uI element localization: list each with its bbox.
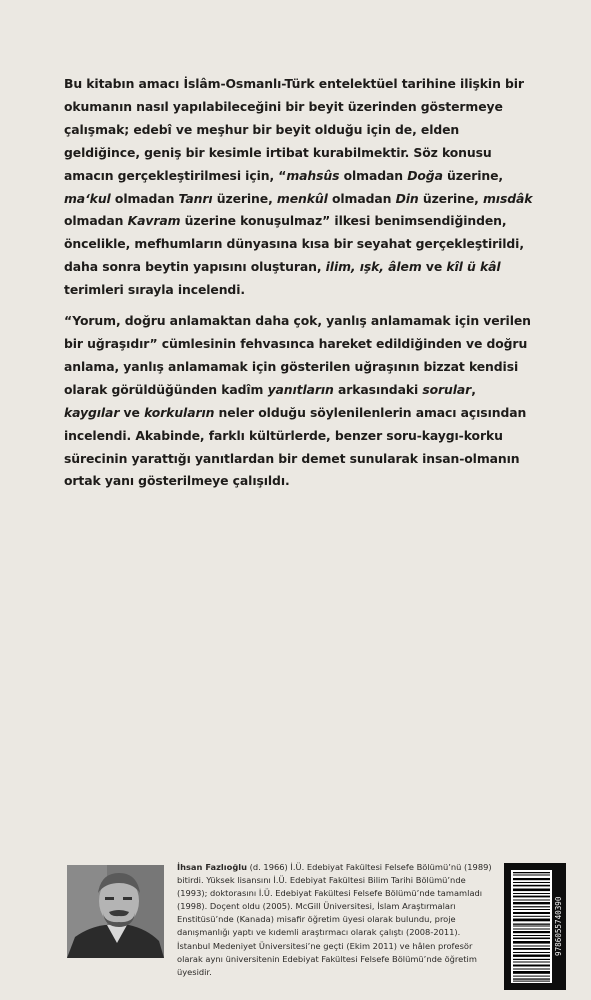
blurb-paragraph-1: Bu kitabın amacı İslâm-Osmanlı-Türk entelektüel tarihine ilişkin bir okumanın nasıl yapılabileceğini bir beyit üzerinden göstermeye çalışmak; edebî ve meşhur bir beyit olduğu için de, elden geldiğince, geniş bir kesimle irtibat kurabilmektir. Söz konusu amacın gerçekleştirilmesi için, “mahsûs olmadan Doğa üzerine, ma‘kul olmadan Tanrı üzerine, menkûl olmadan Din üzerine, mısdâk olmadan Kavram üzerine konuşulmaz” ilkesi benimsendiğinden, öncelikle, mefhumların dünyasına kısa bir seyahat gerçekleştirildi, daha sonra beytin yapısını oluşturan, ilim, ışk, âlem ve kîl ü kâl terimleri sırayla incelendi.: [64, 76, 533, 298]
author-photo: [67, 865, 164, 958]
barcode-bars: [511, 870, 552, 983]
author-portrait-icon: [67, 865, 164, 958]
author-bio-text: (d. 1966) İ.Ü. Edebiyat Fakültesi Felsefe Bölümü’nü (1989) bitirdi. Yüksek lisansını İ.Ü. Edebiyat Fakültesi Bilim Tarihi Bölümü’nde (1993); doktorasını İ.Ü. Edebiyat Fakültesi Felsefe Bölümü’nde tamamladı (1998). Doçent oldu (2005). McGill Üniversitesi, İslam Araştırmaları Enstitüsü’nde (Kanada) misafir öğretim üyesi olarak bulundu, proje danışmanlığı yaptı ve kıdemli araştırmacı olarak çalıştı (2008-2011). İstanbul Medeniyet Üniversitesi’ne geçti (Ekim 2011) ve hâlen profesör olarak aynı üniversitenin Edebiyat Fakültesi Felsefe Bölümü’nde öğretim üyesidir.: [177, 862, 492, 977]
isbn-number: 9786055740390: [554, 896, 563, 957]
barcode-icon: [511, 870, 552, 983]
blurb-paragraph-2: “Yorum, doğru anlamaktan daha çok, yanlış anlamamak için verilen bir uğraşıdır” cümlesinin fehvasınca hareket edildiğinden ve doğru anlama, yanlış anlamamak için gösterilen uğraşının bizzat kendisi olarak görüldüğünden kadîm yanıtların arkasındaki sorular, kaygılar ve korkuların neler olduğu söylenilenlerin amacı açısından incelendi. Akabinde, farklı kültürlerde, benzer soru-kaygı-korku sürecinin yarattığı yanıtlardan bir demet sunularak insan-olmanın ortak yanı gösterilmeye çalışıldı.: [64, 313, 531, 489]
blurb-text: [64, 73, 534, 493]
barcode: [504, 863, 566, 990]
author-name: İhsan Fazlıoğlu: [177, 862, 248, 872]
author-bio: [177, 861, 493, 979]
